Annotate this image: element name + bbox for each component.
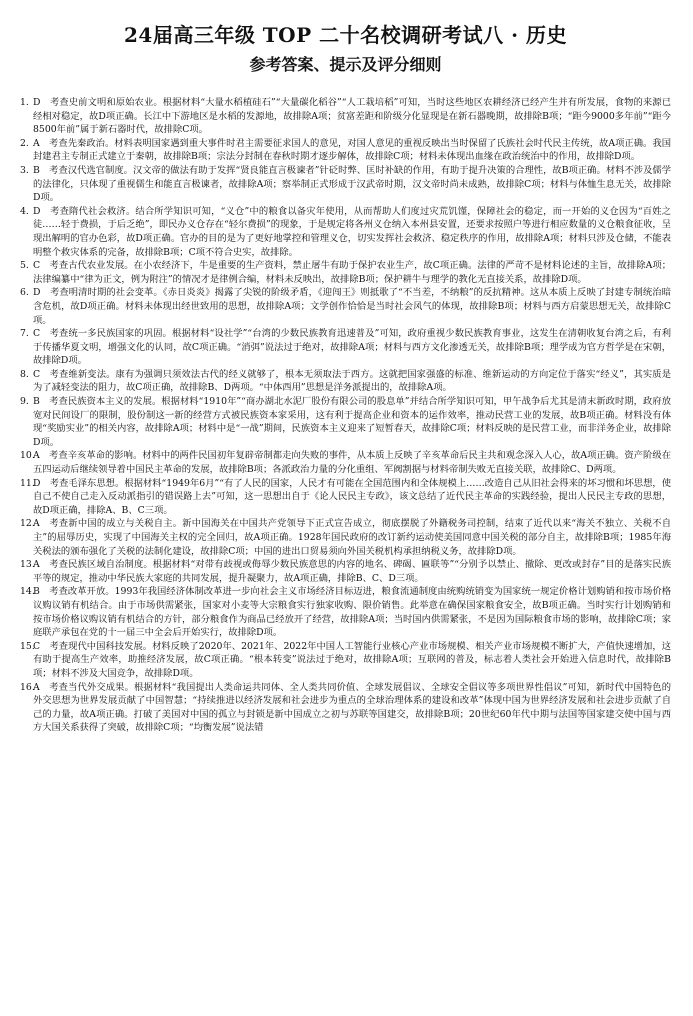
answer-text: C 考查现代中国科技发展。材料反映了2020年、2021年、2022年中国人工智能行业核心产业市场规模、相关产业市场规模不断扩大，产值快速增加，这有助于提高生产效率，助推经济发展，故C项正确。“根本转变”说法过于绝对，故排除A项；互联网的普及，标志着人类社会开始进入信息时代，故排除B项；材料不涉及大国竞争，故排除D项。: [33, 640, 671, 679]
answer-item: [20, 395, 671, 449]
answer-text: D 考查隋代社会救济。结合所学知识可知，“义仓”中的粮食以备灾年使用，从而帮助人们度过灾荒饥馑，保障社会的稳定，而一开始的义仓因为“百姓之徒……轻于费损，于后乏绝”，即民办义仓存在“轻尔费损”的现象，于是规定将各州义仓纳入本州县安置，还要求按照户等进行相应数量的义仓粮食征收，呈现出解明的官办色彩，故D项正确。官办的目的是为了更好地掌控和管理义仓，切实发挥社会救济、稳定秩序的作用，故排除A项；材料只涉及仓储，不能表明整个救灾体系的完备，故排除B项；C项不符合史实，故排除。: [33, 205, 671, 258]
answer-item: [20, 585, 671, 639]
page-subtitle: 参考答案、提示及评分细则: [249, 55, 442, 74]
answer-text: A 考查新中国的成立与关税自主。新中国海关在中国共产党领导下正式宣告成立，彻底摆脱了外籍税务司控制，结束了近代以来“海关不独立、关税不自主”的屈辱历史，实现了中国海关主权的完全回归，故A项正确。1928年国民政府的改订新约运动使美国同意中国关税的部分自主，故排除B项；1985年海关税法的颁布强化了关税的法制化建设，故排除C项；中国的进出口贸易须向外国关税机构承担纳税义务，故排除D项。: [33, 518, 671, 557]
answer-text: A 考查民族区域自治制度。根据材料“对带有歧视或侮辱少数民族意思的内容的地名、碑碣、匾联等”“分别予以禁止、撤除、更改或封存”目的是落实民族平等的规定，推动中华民族大家庭的共同发展，提升凝聚力，故A项正确，排除B、C、D三项。: [33, 559, 671, 584]
answer-text: B 考查改革开放。1993年我国经济体制改革进一步向社会主义市场经济目标迈进，粮食流通制度由统购统销变为国家统一规定价格计划购销和按市场价格议购议销有机结合。由于市场供需紧张，国家对小麦等大宗粮食实行独家收购、限价销售。此举意在确保国家粮食安全，故B项正确。当时实行计划购销和按市场价格议购议销有机结合的方针，部分粮食作为商品已经放开了经营，故排除A项；当时国内供需紧张，不是因为国际粮食市场的影响，故排除C项；家庭联产承包在党的十一届三中全会后开始实行，故排除D项。: [33, 586, 671, 639]
answer-text: D 考查明清时期的社会变革。《赤日炎炎》揭露了尖锐的阶级矛盾，《迎闯王》则抵歌了“不当差，不纳粮”的反抗精神。这从本质上反映了封建专制统治暗含危机，故D项正确。材料未体现出经世致用的思想，故排除A项；文学创作恰恰是当时社会风气的体现，故排除B项；材料与西方启蒙思想无关，故排除C项。: [33, 287, 671, 326]
answer-number: 12.: [20, 518, 35, 530]
answer-number: 15.: [20, 640, 35, 652]
answer-text: A 考查先秦政治。材料表明国家遇到重大事件时君主需要征求国人的意见，对国人意见的重视反映出当时保留了氏族社会时代民主传统，故A项正确。我国封建君主专制正式建立于秦朝，故排除B项；宗法分封制在春秋时期才逐步解体，故排除C项；材料未体现出血缘在政治统治中的作用，故排除D项。: [33, 137, 671, 163]
answer-item: [20, 449, 671, 476]
answer-list: [20, 96, 671, 735]
answer-item: [20, 164, 671, 205]
page-title: 24届高三年级 TOP 二十名校调研考试八 · 历史: [124, 23, 567, 47]
answer-number: 11.: [20, 477, 35, 489]
answer-number: 13.: [20, 559, 35, 571]
answer-number: 8.: [20, 368, 29, 380]
answer-item: [20, 558, 671, 585]
answer-number: 1.: [20, 97, 29, 108]
answer-text: B 考查汉代选官制度。汉文帝的做法有助于发挥“贤良能直言极谏者”针砭时弊、匡时补缺的作用，有助于提升决策的合理性，故B项正确。材料不涉及儒学的法律化，只体现了重视儒生和能直言极谏者，故排除A项；察举制正式形成于汉武帝时期，汉文帝时尚未成熟，故排除C项；材料与体恤生息无关，故排除D项。: [33, 164, 671, 204]
answer-number: 4.: [20, 205, 29, 217]
answer-item: [20, 517, 671, 558]
answer-number: 9.: [20, 396, 29, 408]
answer-text: A 考查当代外交成果。根据材料“我国提出人类命运共同体、全人类共同价值、全球发展倡议、全球安全倡议等多项世界性倡议”可知，新时代中国特色的外交思想为世界发展贡献了中国智慧；“持续推进以经济发展和社会进步为重点的全球治理体系的建设和改革”体现中国为世界经济发展和社会进步贡献了自己的力量，故A项正确。打破了美国对中国的孤立与封锁是新中国成立之初与苏联等国建交，故排除B项；20世纪60年代中期与法国等国家建交使中国与西方大国关系获得了突破，故排除C项；“均衡发展”说法错: [33, 681, 671, 734]
answer-number: 16.: [20, 681, 35, 693]
answer-text: C 考查维新变法。康有为强调只须效法古代的经义就够了，根本无须取法于西方。这就把国家强盛的标准、维新运动的方向定位于落实“经义”，其实质是为了减轻变法的阻力，故C项正确，故排除B、D两项。“中体西用”思想是洋务派提出的，故排除A项。: [33, 368, 671, 394]
answer-number: 10.: [20, 450, 35, 462]
answer-item: [20, 259, 671, 286]
answer-item: [20, 327, 671, 368]
answer-text: B 考查民族资本主义的发展。根据材料“1910年”“商办湖北水泥厂股份有限公司的股息单”并结合所学知识可知，甲午战争后尤其是清末新政时期，政府放宽对民间设厂的限制，股份制这一新的经营方式被民族资本家采用，这有利于提高企业和资本的运作效率，推动民营工业的发展，故B项正确。材料没有体现“奖励实业”的相关内容，故排除A项；材料中是“一战”期间，民族资本主义迎来了短暂春天，故排除C项；材料反映的是民营工业，而非洋务企业，故排除D项。: [33, 396, 671, 448]
answer-text: D 考查史前文明和原始农业。根据材料“大量水稻植硅石”“大量碳化稻谷”“人工栽培稻”可知，当时这些地区农耕经济已经产生并有所发展，食物的来源已经相对稳定，故D项正确。长江中下游地区是水稻的发源地，故排除A项；贫富差距和阶级分化显现是在新石器晚期，故排除B项；“距今9000多年前”“距今8500年前”属于新石器时代，故排除C项。: [33, 97, 671, 136]
answer-item: [20, 96, 671, 137]
answer-item: [20, 477, 671, 518]
answer-item: [20, 286, 671, 327]
answer-number: 5.: [20, 260, 29, 272]
answer-item: [20, 640, 671, 681]
answer-item: [20, 137, 671, 164]
answer-text: C 考查古代农业发展。在小农经济下，牛是重要的生产资料，禁止屠牛有助于保护农业生产，故C项正确。法律的严苛不是材料论述的主旨，故排除A项；法律编纂中“律为正文，例为附注”的情况才是律例合编，材料未反映出，故排除B项；保护耕牛与理学的教化无直接关系，故排除D项。: [33, 260, 671, 285]
answer-number: 7.: [20, 328, 29, 340]
answer-item: [20, 368, 671, 395]
answer-number: 3.: [20, 164, 29, 176]
answer-item: [20, 681, 671, 735]
answer-text: C 考查统一多民族国家的巩固。根据材料“设社学”“台湾的少数民族教育迅速普及”可知，政府重视少数民族教育事业，这发生在清朝收复台湾之后，有利于传播华夏文明，增强文化的认同，故C项正确。“消弭”说法过于绝对，故排除A项；材料与西方文化渗透无关，故排除B项；理学成为官方哲学是在宋朝，故排除D项。: [33, 328, 671, 367]
answer-number: 14.: [20, 586, 35, 598]
answer-number: 6.: [20, 287, 29, 299]
answer-text: D 考查毛泽东思想。根据材料“1949年6月”“有了人民的国家，人民才有可能在全国范围内和全体规模上……改造自己从旧社会得来的坏习惯和坏思想，使自己不使自己走入反动派指引的错误路上去”可知，这一思想出自于《论人民民主专政》，该文总结了近代民主革命的实践经验，提出人民民主专政的思想，故D项正确，排除A、B、C三项。: [33, 477, 671, 516]
answer-number: 2.: [20, 137, 29, 149]
answer-text: A 考查辛亥革命的影响。材料中的两件民国初年复辟帝制都走向失败的事件，从本质上反映了辛亥革命后民主共和观念深入人心，故A项正确。资产阶级在五四运动后继续领导着中国民主革命的发展，故排除B项；各派政治力量的分化重组、军阀割据与材料帝制失败无直接关联，故排除C、D两项。: [33, 450, 671, 476]
answer-item: [20, 205, 671, 259]
